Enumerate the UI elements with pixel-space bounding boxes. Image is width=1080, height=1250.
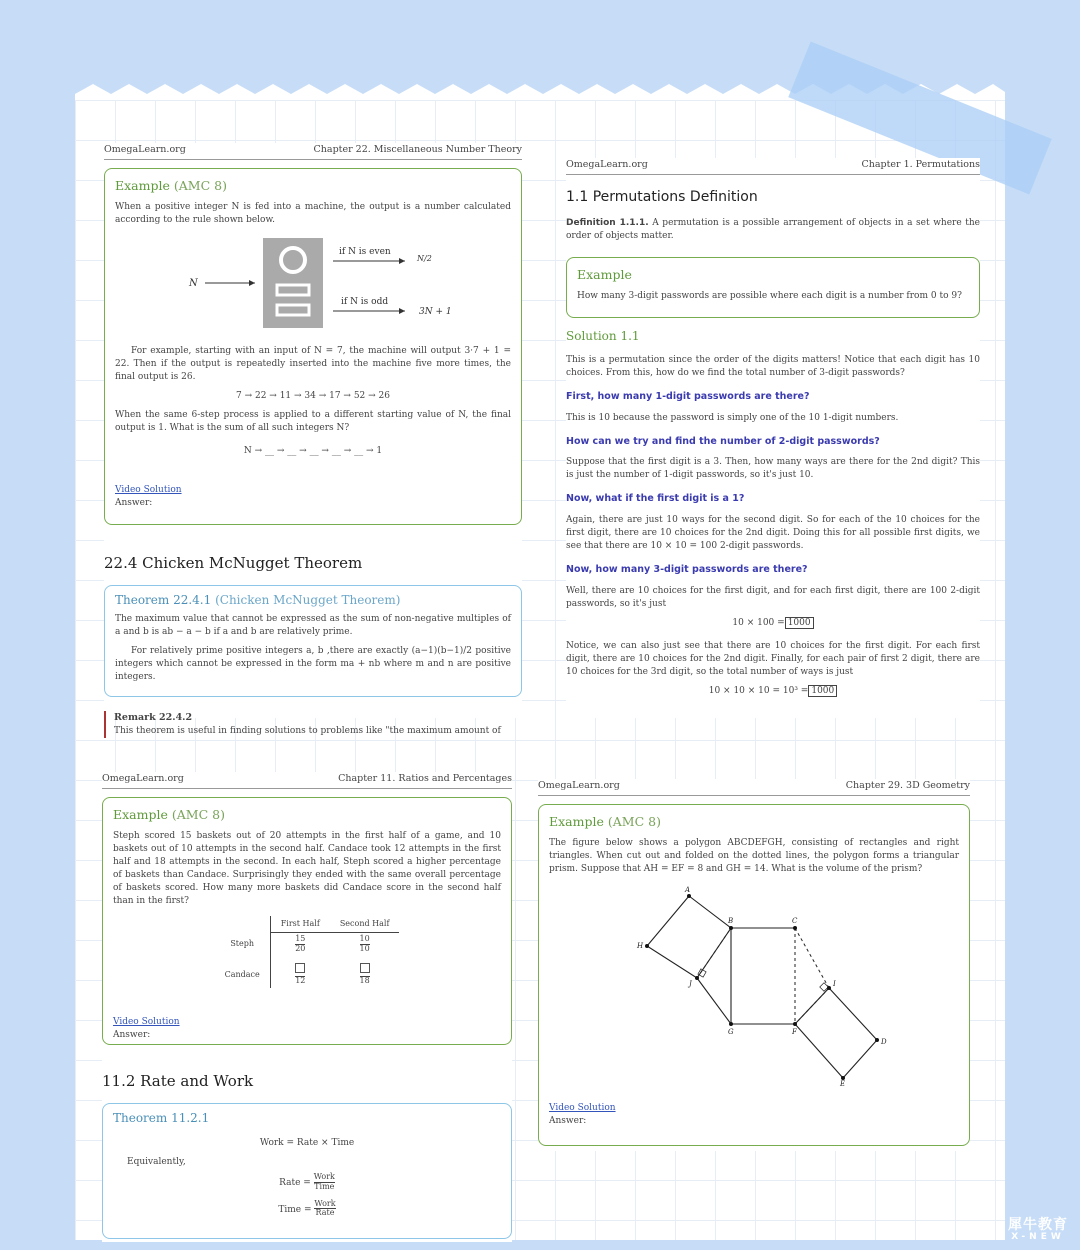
row-candace: Candace [215, 955, 271, 988]
remark [104, 711, 522, 738]
example-text: When a positive integer N is fed into a machine, the output is a number calculated according to the rule shown below. [115, 201, 511, 225]
answer-label: Answer: [549, 1116, 587, 1127]
example-title: Example (AMC 8) [113, 806, 225, 822]
work-equation: Work = Rate × Time [259, 1137, 355, 1148]
section-title: 11.2 Rate and Work [102, 1071, 254, 1090]
svg-text:F: F [792, 1028, 797, 1037]
example-box [538, 804, 970, 1146]
question-text: When the same 6-step process is applied to a different starting value of N, the final output is 1. What is the sum of all such integers N? [115, 410, 511, 434]
svg-text:C: C [792, 917, 798, 926]
example-title: Example [577, 267, 632, 283]
site-name: OmegaLearn.org [538, 780, 620, 791]
svg-text:B: B [728, 917, 734, 926]
equivalently-label: Equivalently, [127, 1156, 186, 1167]
even-rule: if N is even [339, 246, 391, 257]
example-box [102, 797, 512, 1045]
svg-text:E: E [840, 1080, 846, 1089]
rate-equation: Rate = $\frac{\text{Work}}{\text{Time}}$ [279, 1172, 335, 1191]
equation-2: 10 × 10 × 10 = 10³ = 1000 [566, 685, 980, 698]
theorem-box [102, 1103, 512, 1239]
solution-text-1: This is a permutation since the order of the digits matters! Notice that each digit has 10 choices. From this, how do we find the total number of 3-digit passwords? [566, 354, 980, 378]
page-permutations [566, 158, 980, 718]
remark-text: This theorem is useful in finding solutions to problems like "the maximum amount of [114, 725, 501, 736]
solution-text-5: Well, there are 10 choices for the first digit, and for each first digit, there are 100 2-digit passwords, so it's just [566, 586, 980, 610]
question-4: Now, how many 3-digit passwords are there? [566, 564, 808, 576]
solution-text-4: Again, there are just 10 ways for the second digit. So for each of the 10 choices for the first digit, there are 10 choices for the 2nd digit. Doing this for all possible first digits, we see that there are 10 × 10 = 100 2-digit passwords. [566, 515, 980, 552]
chapter-title: Chapter 29. 3D Geometry [845, 780, 970, 791]
chapter-title: Chapter 22. Miscellaneous Number Theory [313, 144, 522, 155]
answer-label: Answer: [115, 498, 153, 509]
solution-title: Solution 1.1 [566, 329, 640, 344]
theorem-text-1: The maximum value that cannot be expressed as the sum of non-negative multiples of a and b is ab − a − b if a and b are relatively prime. [115, 613, 511, 637]
sequence: 7 → 22 → 11 → 34 → 17 → 52 → 26 [235, 391, 390, 402]
svg-text:G: G [728, 1028, 734, 1037]
solution-text-2: This is 10 because the password is simply one of the 10 1-digit numbers. [566, 412, 899, 423]
page-3d-geometry [538, 779, 970, 1151]
polygon-figure [549, 882, 959, 1089]
page-header [102, 772, 512, 789]
video-solution-link[interactable]: Video Solution [115, 485, 182, 496]
col-first-half: First Half [270, 916, 330, 932]
basket-table: First Half Second Half Steph $\frac{15}{20}$ $\frac{10}{10}$ Candace 12 18 [215, 916, 400, 988]
blank-box [360, 963, 370, 973]
n-input-label: N [189, 277, 198, 289]
page-header [104, 143, 522, 160]
chapter-title: Chapter 1. Permutations [861, 159, 980, 170]
page-header [538, 779, 970, 796]
example-box [104, 168, 522, 525]
chapter-title: Chapter 11. Ratios and Percentages [338, 773, 512, 784]
equation-1: 10 × 100 = 1000 [566, 617, 980, 630]
odd-output: 3N + 1 [419, 306, 452, 317]
example-text: Steph scored 15 baskets out of 20 attempts in the first half of a game, and 10 baskets out of 10 attempts in the second half. Candace took 12 attempts in the first half and 18 attempts in the second. In each half, Steph scored a higher percentage of baskets than Candace. Surprisingly they ended with the same overall percentage of baskets scored. How many more baskets did Candace score in the second half than in the first? [113, 830, 501, 907]
row-steph: Steph [215, 932, 271, 955]
example-para: For example, starting with an input of N = 7, the machine will output 3·7 + 1 = 22. Then if the output is repeatedly inserted into the machine five more times, the final output is 26. [115, 345, 511, 383]
video-solution-link[interactable]: Video Solution [549, 1103, 616, 1114]
theorem-box [104, 585, 522, 698]
svg-text:A: A [685, 886, 691, 895]
example-title: Example (AMC 8) [549, 813, 661, 829]
svg-text:J: J [689, 980, 692, 989]
theorem-text-2: For relatively prime positive integers a, b ,there are exactly (a−1)(b−1)/2 positive integers which cannot be expressed in the form ma + nb where m and n are positive integers. [115, 646, 511, 683]
machine-diagram [115, 233, 511, 333]
section-title: 1.1 Permutations Definition [566, 188, 758, 205]
video-solution-link[interactable]: Video Solution [113, 1016, 180, 1027]
svg-text:I: I [833, 980, 836, 989]
solution-text-6: Notice, we can also just see that there are 10 choices for the first digit. For each first digit, there are 10 choices for the 2nd digit. Finally, for each pair of first 2 digit, there are 10 choices for the 3rd digit, so the total number of ways is just [566, 641, 980, 678]
question-2: How can we try and find the number of 2-digit passwords? [566, 435, 880, 447]
site-name: OmegaLearn.org [102, 773, 184, 784]
watermark-logo: 犀牛教育 X-NEW [1008, 1216, 1068, 1242]
blank-sequence: N → __ → __ → __ → __ → __ → 1 [243, 446, 383, 457]
theorem-title: Theorem 11.2.1 [113, 1110, 210, 1125]
time-equation: Time = $\frac{\text{Work}}{\text{Rate}}$ [278, 1198, 336, 1218]
site-name: OmegaLearn.org [104, 144, 186, 155]
site-name: OmegaLearn.org [566, 159, 648, 170]
col-second-half: Second Half [330, 916, 400, 932]
blank-box [295, 963, 305, 973]
odd-rule: if N is odd [341, 296, 389, 307]
theorem-title: Theorem 22.4.1 (Chicken McNugget Theorem) [115, 592, 401, 607]
page-number-theory [104, 143, 522, 736]
example-box [566, 257, 980, 318]
answer-label: Answer: [113, 1030, 151, 1040]
svg-text:H: H [637, 942, 644, 951]
question-3: Now, what if the first digit is a 1? [566, 493, 745, 505]
section-title: 22.4 Chicken McNugget Theorem [104, 553, 363, 572]
definition: Definition 1.1.1. A permutation is a possible arrangement of objects in a set where the order of objects matter. [566, 218, 980, 242]
solution-text-3: Suppose that the first digit is a 3. Then, how many ways are there for the 2nd digit? This is just the number of 1-digit passwords, so it's just 10. [566, 457, 980, 481]
even-output: N/2 [417, 253, 432, 263]
page-ratios [102, 772, 512, 1242]
svg-text:D: D [881, 1038, 887, 1047]
example-text: How many 3-digit passwords are possible where each digit is a number from 0 to 9? [577, 291, 962, 302]
remark-title: Remark 22.4.2 [114, 712, 193, 724]
example-title: Example (AMC 8) [115, 177, 227, 193]
example-text: The figure below shows a polygon ABCDEFGH, consisting of rectangles and right triangles. When cut out and folded on the dotted lines, the polygon forms a triangular prism. Suppose that AH = EF = 8 and GH = 14. What is the volume of the prism? [549, 837, 959, 874]
page-header [566, 158, 980, 175]
question-1: First, how many 1-digit passwords are there? [566, 390, 810, 402]
